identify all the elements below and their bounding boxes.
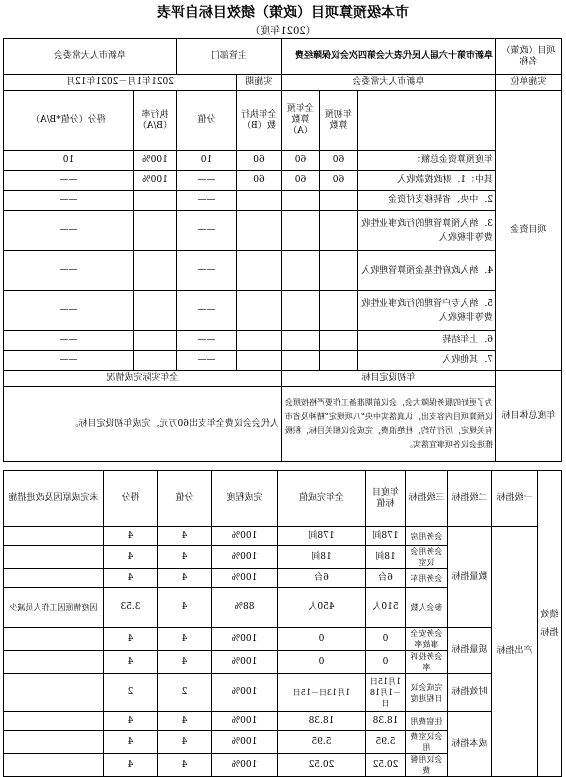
funds-row-label: 年度预算资金总额： [358,151,496,171]
level2-cost: 成本指标 [448,712,492,777]
score-got: 4 [103,754,157,777]
funds-cell: 100% [133,171,176,191]
level3-indicator: 会议室费用 [406,731,448,754]
initial-goal-label: 年初设定目标 [282,371,496,387]
period-label: 实施期 [237,75,282,91]
score-value: 4 [157,754,211,777]
dept-label: 主管部门 [176,39,281,75]
page-title: 市本级预算项目（政策）绩效目标自评表 [157,5,409,21]
level3-indicator: 会务安全事故率 [406,628,448,651]
funds-cell: —— [3,191,133,211]
reason-text [3,628,103,651]
reason-text [3,569,103,588]
reason-text [3,651,103,674]
funds-cell [237,331,282,351]
funds-cell [237,251,282,291]
funds-row-label: 4．纳入政府性基金预算管理收入 [358,251,496,291]
level3-indicator: 会务投诉率 [406,651,448,674]
target-value: 0 [366,651,406,674]
score-value: 4 [157,546,211,569]
target-value: 0 [366,628,406,651]
level2-quality: 质量指标 [448,628,492,674]
funds-cell [282,351,320,371]
funds-cell [237,191,282,211]
funds-cell: —— [176,171,236,191]
initial-goal-text: 为了更好的服务保障大会，会议前期准备工作要严格按照会议预算项目内容支出，认真落实中央“八项规定”精神及省市有关规定，厉行节约，杜绝浪费，完成会议相关目标，积极推进会议各项事宜落实。 [282,387,496,462]
score-got: 4 [103,712,157,731]
funds-cell: 10 [176,151,236,171]
performance-table [3,470,562,777]
level2-quantity: 数量指标 [448,527,492,628]
performance-section-label: 绩效指标 [538,471,562,777]
reason-text [3,731,103,754]
score-value: 2 [157,674,211,712]
reason-text [3,527,103,546]
funds-cell: 100% [133,151,176,171]
actual-value: 20.52 [277,754,365,777]
dept-value: 阜新市人大常委会 [3,39,176,75]
funds-header: 年初预算数 [320,91,358,151]
completion-degree: 100% [211,754,277,777]
score-got: 4 [103,569,157,588]
actual-value: 450人 [277,588,365,628]
score-value: 4 [157,712,211,731]
actual-goal-label: 全年实际完成情况 [3,371,281,387]
reason-text [3,754,103,777]
level1-output: 产出指标 [492,527,538,777]
score-got: 2 [103,674,157,712]
target-value: 20.52 [366,754,406,777]
level3-indicator: 参会人数 [406,588,448,628]
perf-header: 三级指标 [406,471,448,527]
funds-section-label: 项目资金 [496,91,562,371]
target-value: 5.95 [366,731,406,754]
actual-value: 1月13日－15日 [277,674,365,712]
funds-header: 分值 [176,91,236,151]
score-value: 4 [157,731,211,754]
funds-cell: —— [176,291,236,331]
project-name: 阜新市第十六届人民代表大会第四次会议保障经费 [282,39,496,75]
completion-degree: 100% [211,651,277,674]
funds-cell [237,211,282,251]
completion-degree: 100% [211,628,277,651]
funds-cell: 60 [282,151,320,171]
actual-value: 5.95 [277,731,365,754]
perf-header: 二级指标 [448,471,492,527]
funds-cell: 10 [3,151,133,171]
funds-cell [320,211,358,251]
perf-header: 分值 [157,471,211,527]
funds-cell: 60 [320,171,358,191]
funds-cell: —— [176,331,236,351]
completion-degree: 100% [211,527,277,546]
completion-degree: 100% [211,731,277,754]
period-value: 2021年1月－2021年12月 [3,75,236,91]
funds-cell: 60 [320,151,358,171]
score-value: 4 [157,628,211,651]
funds-header: 全年预算数（A） [282,91,320,151]
funds-cell: —— [3,211,133,251]
funds-row-label: 2．中央、省转移支付资金 [358,191,496,211]
funds-cell: —— [176,251,236,291]
completion-degree: 100% [211,674,277,712]
funds-cell: —— [176,191,236,211]
target-value: 1月15日－1月18日 [366,674,406,712]
goals-section-label: 年度总体目标 [496,371,562,462]
funds-cell: 60 [237,151,282,171]
funds-cell: —— [3,171,133,191]
level3-indicator: 会务用房 [406,527,448,546]
actual-value: 0 [277,628,365,651]
score-got: 4 [103,731,157,754]
funds-cell [282,211,320,251]
funds-cell [133,351,176,371]
target-value: 18间 [366,546,406,569]
score-value: 4 [157,651,211,674]
funds-cell [320,331,358,351]
funds-cell: —— [176,211,236,251]
funds-row-label: 5．纳入专户管理的行政事业性收费等非税收入 [358,291,496,331]
completion-degree: 100% [211,546,277,569]
funds-cell: —— [3,251,133,291]
actual-goal-text: 人代会会议费全年支出60万元，完成年初设定目标。 [3,387,281,462]
project-name-label: 项目（政策）名称 [496,39,562,75]
funds-cell [320,191,358,211]
year-label: （2021年度） [250,26,316,37]
level3-indicator: 会务用会议室 [406,546,448,569]
funds-cell [320,291,358,331]
unit-label: 实施单位 [496,75,562,91]
level3-indicator: 会议用餐费 [406,754,448,777]
funds-header: 执行率（B/A） [133,91,176,151]
funds-cell: —— [3,291,133,331]
perf-header: 完成程度 [211,471,277,527]
score-value: 4 [157,527,211,546]
perf-header: 未完成原因及改进措施 [3,471,103,527]
perf-header: 全年完成值 [277,471,365,527]
unit-value: 阜新市人大常委会 [282,75,496,91]
level2-timeliness: 时效指标 [448,674,492,712]
level3-indicator: 会务用车 [406,569,448,588]
reason-text: 因疫情原因工作人员减少 [3,588,103,628]
score-got: 4 [103,546,157,569]
funds-cell: —— [176,351,236,371]
reason-text [3,712,103,731]
target-value: 178间 [366,527,406,546]
actual-value: 18.38 [277,712,365,731]
level3-indicator: 住宿费用 [406,712,448,731]
actual-value: 178间 [277,527,365,546]
funds-cell [237,291,282,331]
level3-indicator: 完成会议日程进度 [406,674,448,712]
perf-header: 一级指标 [492,471,538,527]
completion-degree: 100% [211,712,277,731]
perf-header: 得分 [103,471,157,527]
actual-value: 6台 [277,569,365,588]
score-value: 4 [157,588,211,628]
target-value: 18.38 [366,712,406,731]
reason-text [3,674,103,712]
target-value: 510人 [366,588,406,628]
funds-cell: 60 [237,171,282,191]
funds-cell [133,191,176,211]
info-funds-table [3,38,562,462]
funds-cell [320,251,358,291]
funds-header: 得分（分值*B/A） [3,91,133,151]
funds-cell [282,251,320,291]
funds-cell [282,291,320,331]
actual-value: 0 [277,651,365,674]
score-value: 4 [157,569,211,588]
perf-header: 年度目标值 [366,471,406,527]
funds-cell: —— [3,331,133,351]
funds-cell [282,191,320,211]
funds-cell [133,251,176,291]
reason-text [3,546,103,569]
score-got: 4 [103,527,157,546]
funds-header: 全年执行数（B） [237,91,282,151]
actual-value: 18间 [277,546,365,569]
score-got: 4 [103,628,157,651]
funds-cell: —— [3,351,133,371]
funds-cell [133,331,176,351]
funds-cell [133,211,176,251]
funds-cell [133,291,176,331]
completion-degree: 100% [211,569,277,588]
completion-degree: 88% [211,588,277,628]
score-got: 4 [103,651,157,674]
funds-cell [237,351,282,371]
funds-cell [320,351,358,371]
funds-row-label: 3．纳入预算管理的行政事业性收费等非税收入 [358,211,496,251]
funds-row-label: 6．上年结转 [358,331,496,351]
score-got: 3.53 [103,588,157,628]
funds-cell: 60 [282,171,320,191]
funds-row-label: 7．其他收入 [358,351,496,371]
funds-cell [282,331,320,351]
funds-row-label: 其中：1．财政拨款收入 [358,171,496,191]
target-value: 6台 [366,569,406,588]
